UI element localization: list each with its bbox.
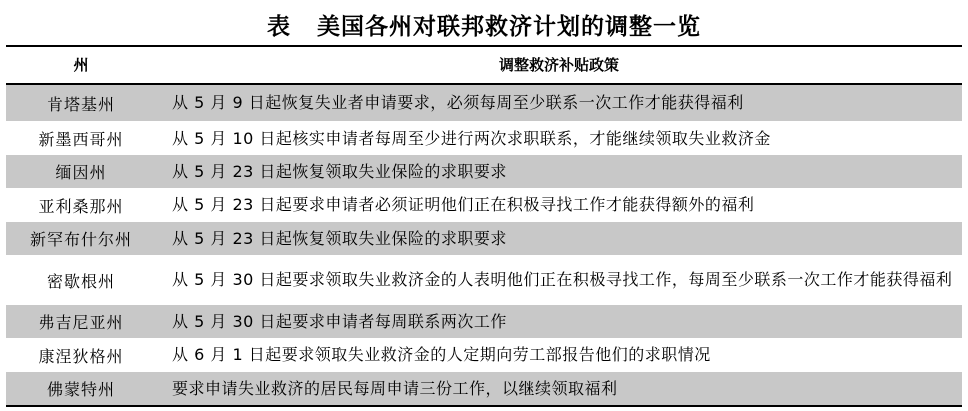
state-cell: 新罕布什尔州 [29,230,132,249]
policy-cell: 从 5 月 10 日起核实申请者每周至少进行两次求职联系，才能继续领取失业救济金 [172,128,771,148]
state-cell: 康涅狄格州 [38,346,124,366]
policy-cell: 从 5 月 23 日起恢复领取失业保险的求职要求 [172,161,507,181]
header-state: 州 [73,56,89,74]
state-cell: 新墨西哥州 [38,130,124,149]
table-row [6,338,962,372]
table-row [6,155,962,188]
table-row [6,85,962,121]
table-header [6,47,962,83]
table-row [6,222,962,255]
table-title-label: 表 [267,13,291,40]
table-row [6,255,962,305]
table-row [6,188,962,222]
policy-cell: 要求申请失业救济的居民每周申请三份工作，以继续领取福利 [172,378,618,398]
policy-cell: 从 5 月 9 日起恢复失业者申请要求，必须每周至少联系一次工作才能获得福利 [172,93,744,112]
state-cell: 弗吉尼亚州 [38,313,124,332]
state-cell: 肯塔基州 [46,94,115,114]
table-title [0,8,968,41]
policy-cell: 从 5 月 30 日起要求领取失业救济金的人表明他们正在积极寻找工作，每周至少联系一次工作才能获得福利 [172,270,953,289]
policy-cell: 从 5 月 23 日起要求申请者必须证明他们正在积极寻找工作才能获得额外的福利 [172,195,755,214]
policy-cell: 从 5 月 23 日起恢复领取失业保险的求职要求 [172,228,507,248]
state-cell: 缅因州 [55,163,107,182]
policy-cell: 从 6 月 1 日起要求领取失业救济金的人定期向劳工部报告他们的求职情况 [172,345,711,364]
table-row [6,372,962,405]
header-policy: 调整救济补贴政策 [498,56,619,74]
state-cell: 佛蒙特州 [46,380,115,399]
table-row [6,122,962,155]
bottom-rule [6,405,962,407]
state-cell: 密歇根州 [46,271,115,291]
table-title-text: 美国各州对联邦救济计划的调整一览 [317,13,701,40]
policy-cell: 从 5 月 30 日起要求申请者每周联系两次工作 [172,311,507,331]
state-cell: 亚利桑那州 [38,196,124,216]
table-row [6,305,962,338]
